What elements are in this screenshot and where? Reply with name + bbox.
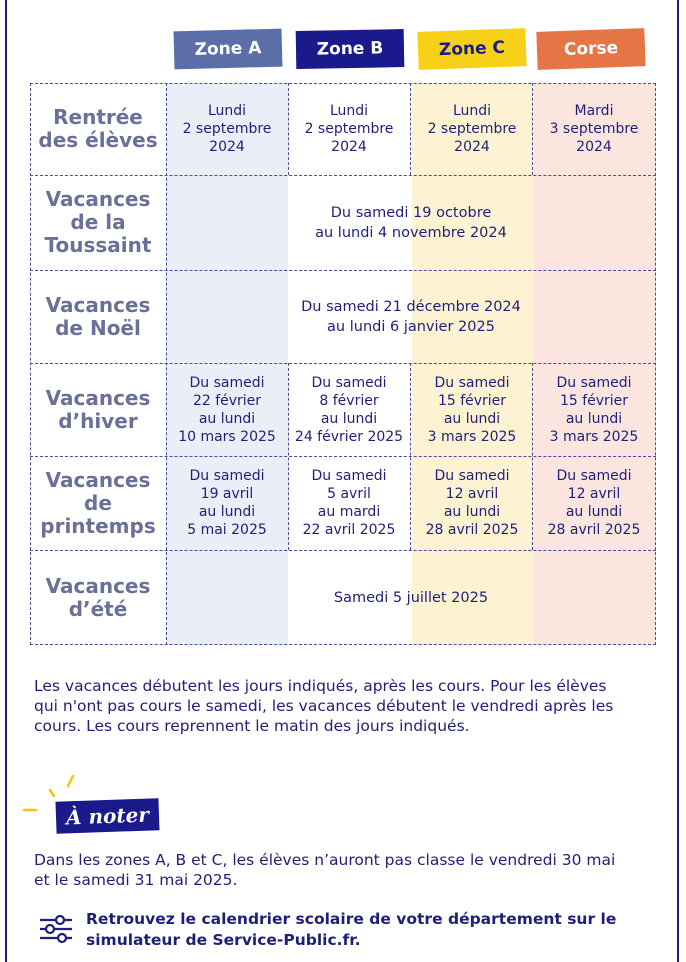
- cell-rentree-zone-a: Lundi 2 septembre 2024: [182, 103, 272, 155]
- cell-toussaint-all-zones: Du samedi 19 octobre au lundi 4 novembre 2024: [315, 204, 507, 241]
- cell-hiver-zone-c: Du samedi 15 février au lundi 3 mars 2025: [427, 374, 517, 445]
- cell-printemps-zone-b: Du samedi 5 avril au mardi 22 avril 2025: [302, 468, 396, 538]
- cell-noel-all-zones: Du samedi 21 décembre 2024 au lundi 6 janvier 2025: [301, 298, 521, 335]
- zone-c-header: Zone C: [417, 28, 526, 70]
- cell-rentree-zone-b: Lundi 2 septembre 2024: [304, 103, 394, 155]
- cell-rentree-corse: Mardi 3 septembre 2024: [549, 103, 639, 155]
- row-label-ete: Vacances d’été: [45, 573, 151, 621]
- cell-hiver-corse: Du samedi 15 février au lundi 3 mars 2025: [549, 374, 639, 445]
- cell-hiver-zone-a: Du samedi 22 février au lundi 10 mars 2025: [178, 374, 276, 445]
- cell-printemps-corse: Du samedi 12 avril au lundi 28 avril 2025: [547, 468, 641, 538]
- cell-hiver-zone-b: Du samedi 8 février au lundi 24 février 2025: [294, 374, 404, 445]
- a-noter-badge: À noter: [55, 798, 159, 834]
- cell-rentree-zone-c: Lundi 2 septembre 2024: [427, 103, 517, 155]
- a-noter-text: Dans les zones A, B et C, les élèves n’auront pas classe le vendredi 30 mai et le samedi 31 mai 2025.: [34, 851, 616, 889]
- zone-a-header: Zone A: [174, 29, 283, 70]
- row-label-hiver: Vacances d’hiver: [45, 385, 151, 433]
- sliders-icon: [38, 913, 74, 945]
- holiday-note: Les vacances débutent les jours indiqués, après les cours. Pour les élèves qui n'ont pas cours le samedi, les vacances débutent le vendredi après les cours. Les cours reprennent le matin des jours indiqués.: [34, 677, 614, 735]
- cell-ete-all-zones: Samedi 5 juillet 2025: [333, 589, 489, 606]
- row-label-noel: Vacances de Noël: [45, 292, 151, 340]
- corse-header: Corse: [536, 28, 645, 70]
- simulator-link[interactable]: Retrouvez le calendrier scolaire de votre département sur le simulateur de Service-Public.fr.: [86, 910, 617, 949]
- row-label-rentree: Rentrée des élèves: [38, 105, 158, 152]
- cell-printemps-zone-a: Du samedi 19 avril au lundi 5 mai 2025: [187, 468, 267, 538]
- cell-printemps-zone-c: Du samedi 12 avril au lundi 28 avril 2025: [425, 468, 519, 538]
- zone-b-header: Zone B: [296, 29, 405, 69]
- row-label-toussaint: Vacances de la Toussaint: [44, 187, 152, 257]
- row-label-printemps: Vacances de printemps: [40, 467, 156, 538]
